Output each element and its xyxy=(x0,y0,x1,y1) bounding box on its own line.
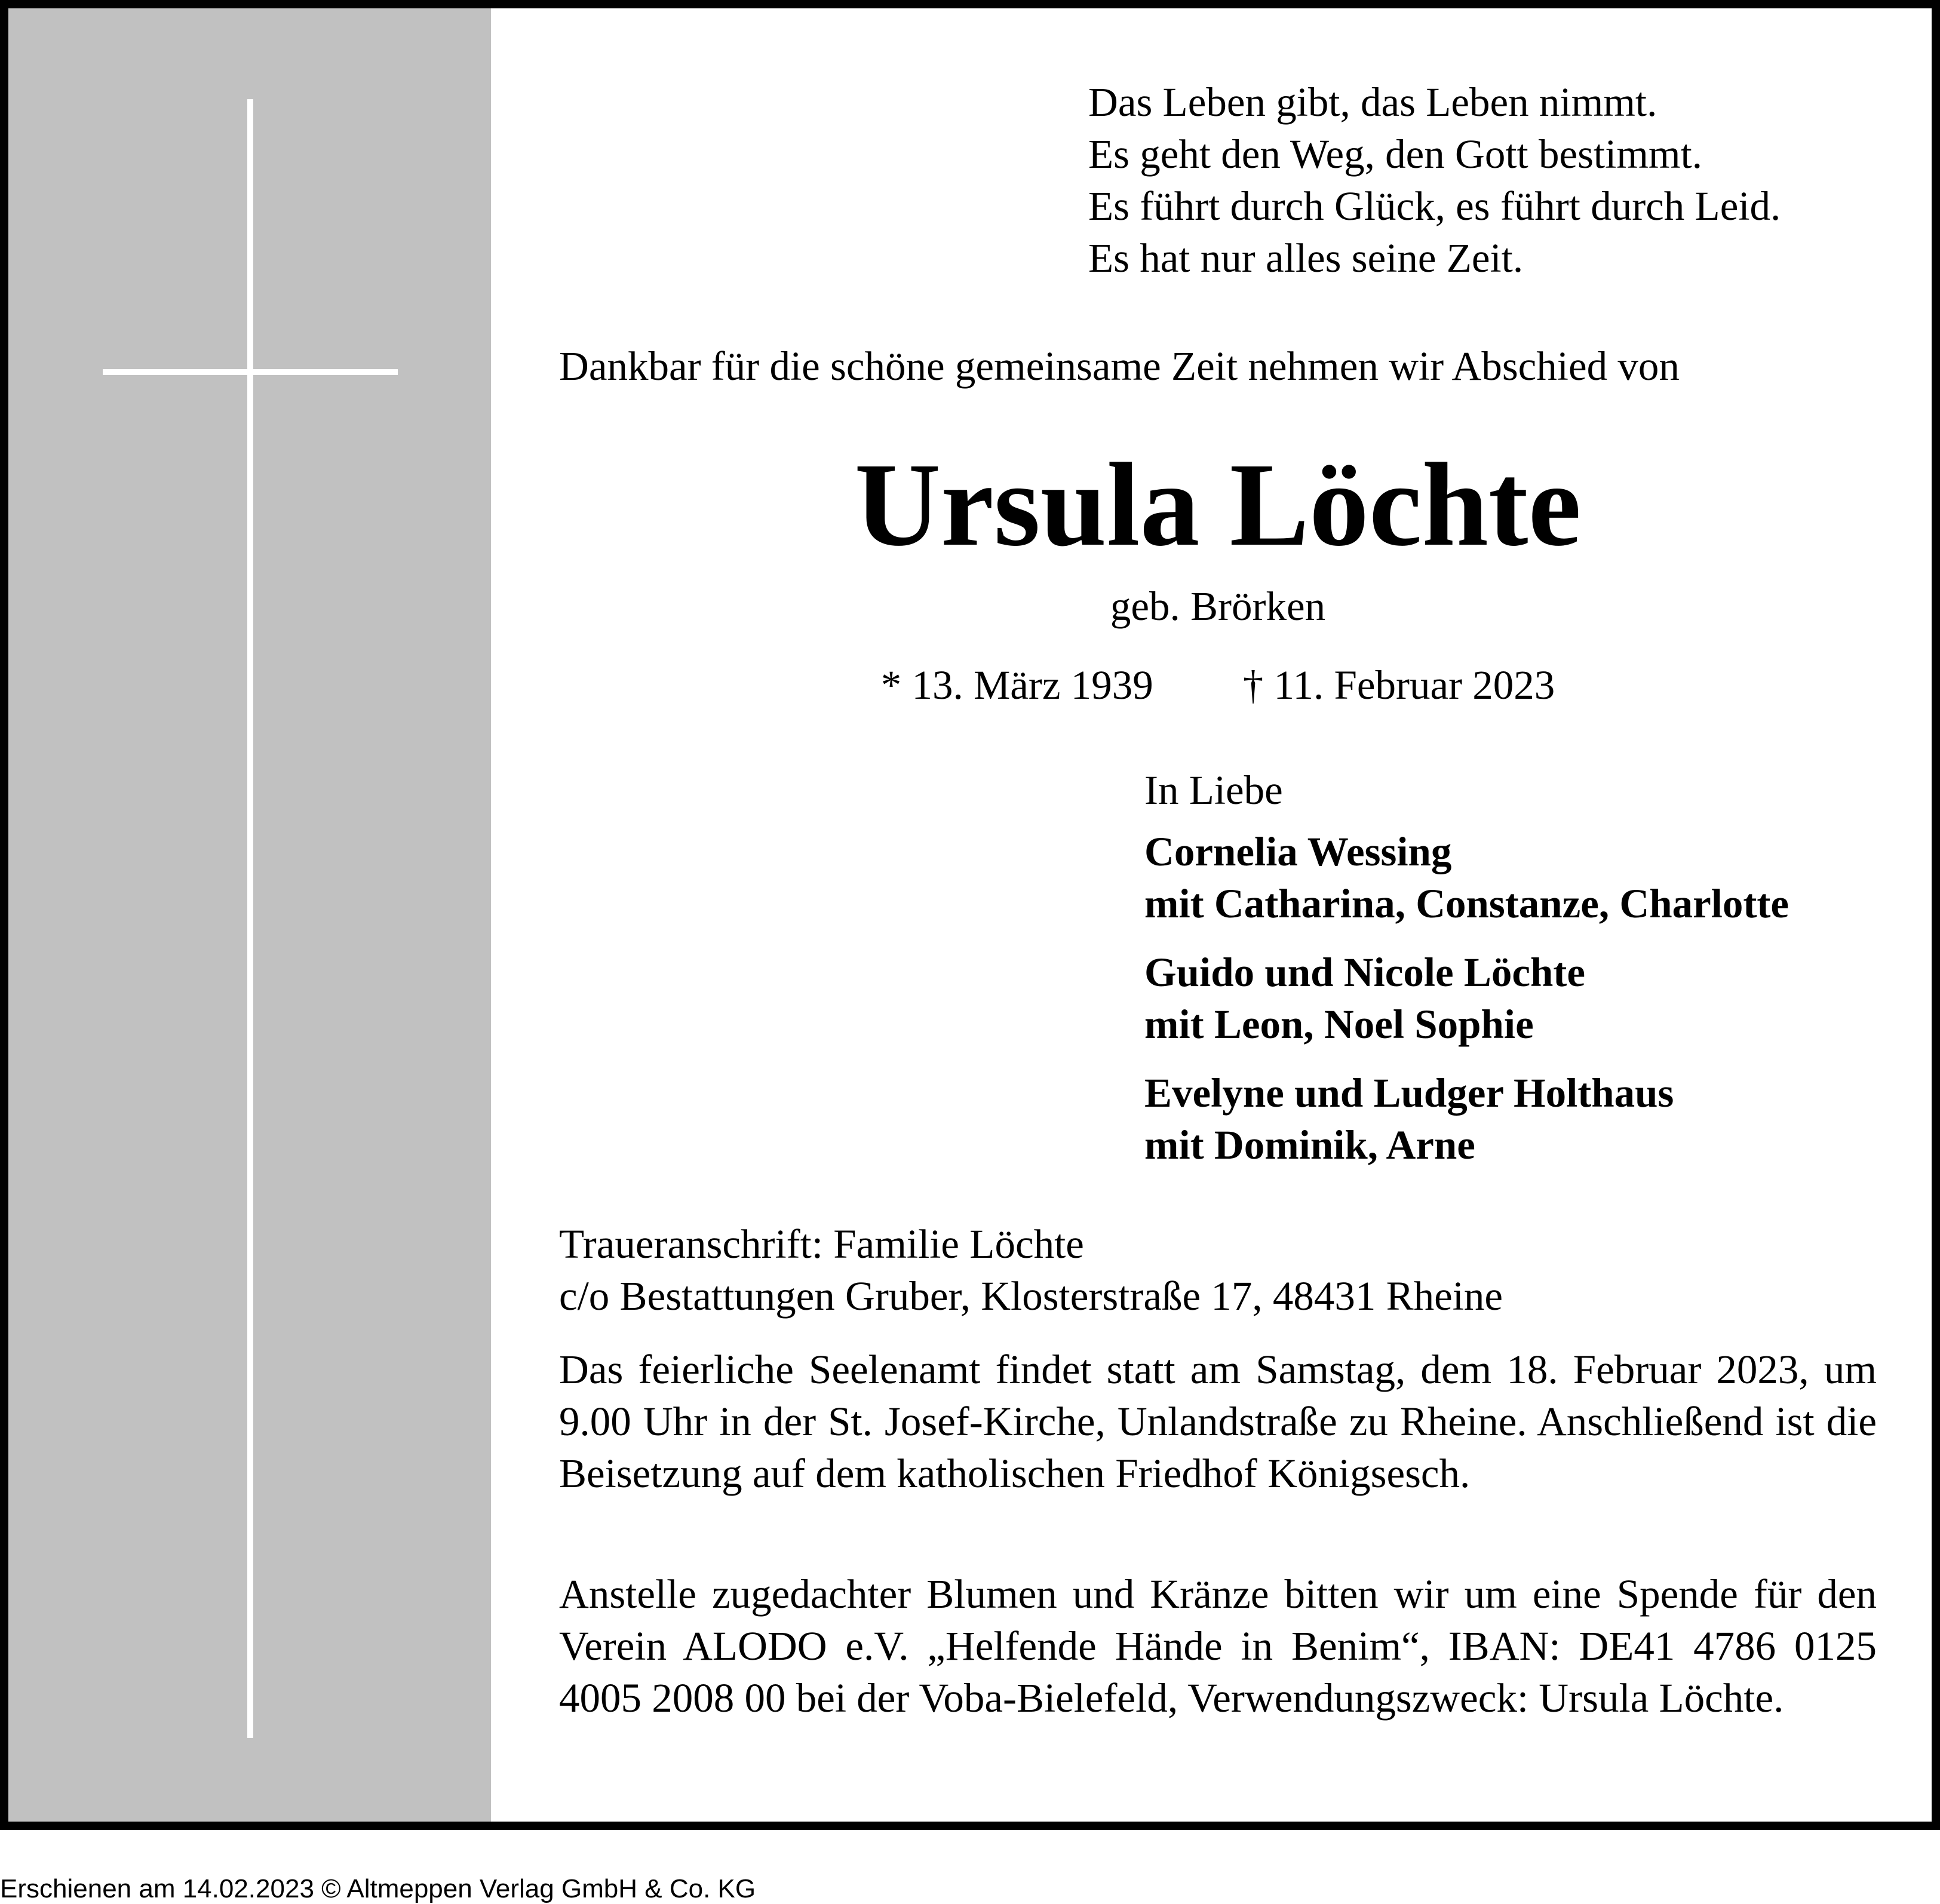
death-date: † 11. Februar 2023 xyxy=(1242,662,1555,708)
deceased-name: Ursula Löchte xyxy=(854,439,1582,571)
mourners xyxy=(1144,764,1789,1171)
poem-line: Es führt durch Glück, es führt durch Leid. xyxy=(1088,183,1781,229)
publication-footer: Erschienen am 14.02.2023 © Altmeppen Verlag GmbH & Co. KG xyxy=(0,1874,756,1903)
poem-line: Es geht den Weg, den Gott bestimmt. xyxy=(1088,131,1703,177)
family-members: mit Dominik, Arne xyxy=(1144,1122,1475,1168)
poem xyxy=(1088,76,1781,284)
family-name: Guido und Nicole Löchte xyxy=(1144,950,1586,995)
address-line: Traueranschrift: Familie Löchte xyxy=(559,1221,1084,1267)
mourning-address xyxy=(559,1218,1503,1322)
birth-date: * 13. März 1939 xyxy=(880,662,1153,708)
family-name: Evelyne und Ludger Holthaus xyxy=(1144,1070,1674,1116)
poem-line: Es hat nur alles seine Zeit. xyxy=(1088,235,1524,281)
mourner-family xyxy=(1144,947,1789,1051)
mourner-family xyxy=(1144,826,1789,930)
cross-icon-bar xyxy=(103,369,398,375)
maiden-name: geb. Brörken xyxy=(1110,584,1326,629)
service-info: Das feierliche Seelenamt findet statt am Samstag, dem 18. Februar 2023, um 9.00 Uhr in der St. Josef-Kirche, Unlandstraße zu Rheine. Anschließend ist die Beisetzung auf dem katholischen Friedhof Königsesch. xyxy=(559,1347,1877,1496)
poem-line: Das Leben gibt, das Leben nimmt. xyxy=(1088,79,1657,125)
mourners-heading: In Liebe xyxy=(1144,767,1283,813)
address-line: c/o Bestattungen Gruber, Klosterstraße 17, 48431 Rheine xyxy=(559,1273,1503,1319)
mourner-family xyxy=(1144,1067,1789,1171)
intro-text: Dankbar für die schöne gemeinsame Zeit nehmen wir Abschied von xyxy=(559,343,1680,389)
family-name: Cornelia Wessing xyxy=(1144,829,1452,874)
family-members: mit Catharina, Constanze, Charlotte xyxy=(1144,881,1789,926)
cross-icon xyxy=(247,99,253,1738)
family-members: mit Leon, Noel Sophie xyxy=(1144,1002,1534,1047)
life-dates xyxy=(559,659,1877,711)
grey-sidebar xyxy=(8,8,491,1822)
donation-info: Anstelle zugedachter Blumen und Kränze bitten wir um eine Spende für den Verein ALODO e.V. „Helfende Hände in Benim“, IBAN: DE41 4786 0125 4005 2008 00 bei der Voba-Bielefeld, Verwendungszweck: Ursula Löchte. xyxy=(559,1571,1877,1721)
notice-content xyxy=(559,8,1877,1822)
